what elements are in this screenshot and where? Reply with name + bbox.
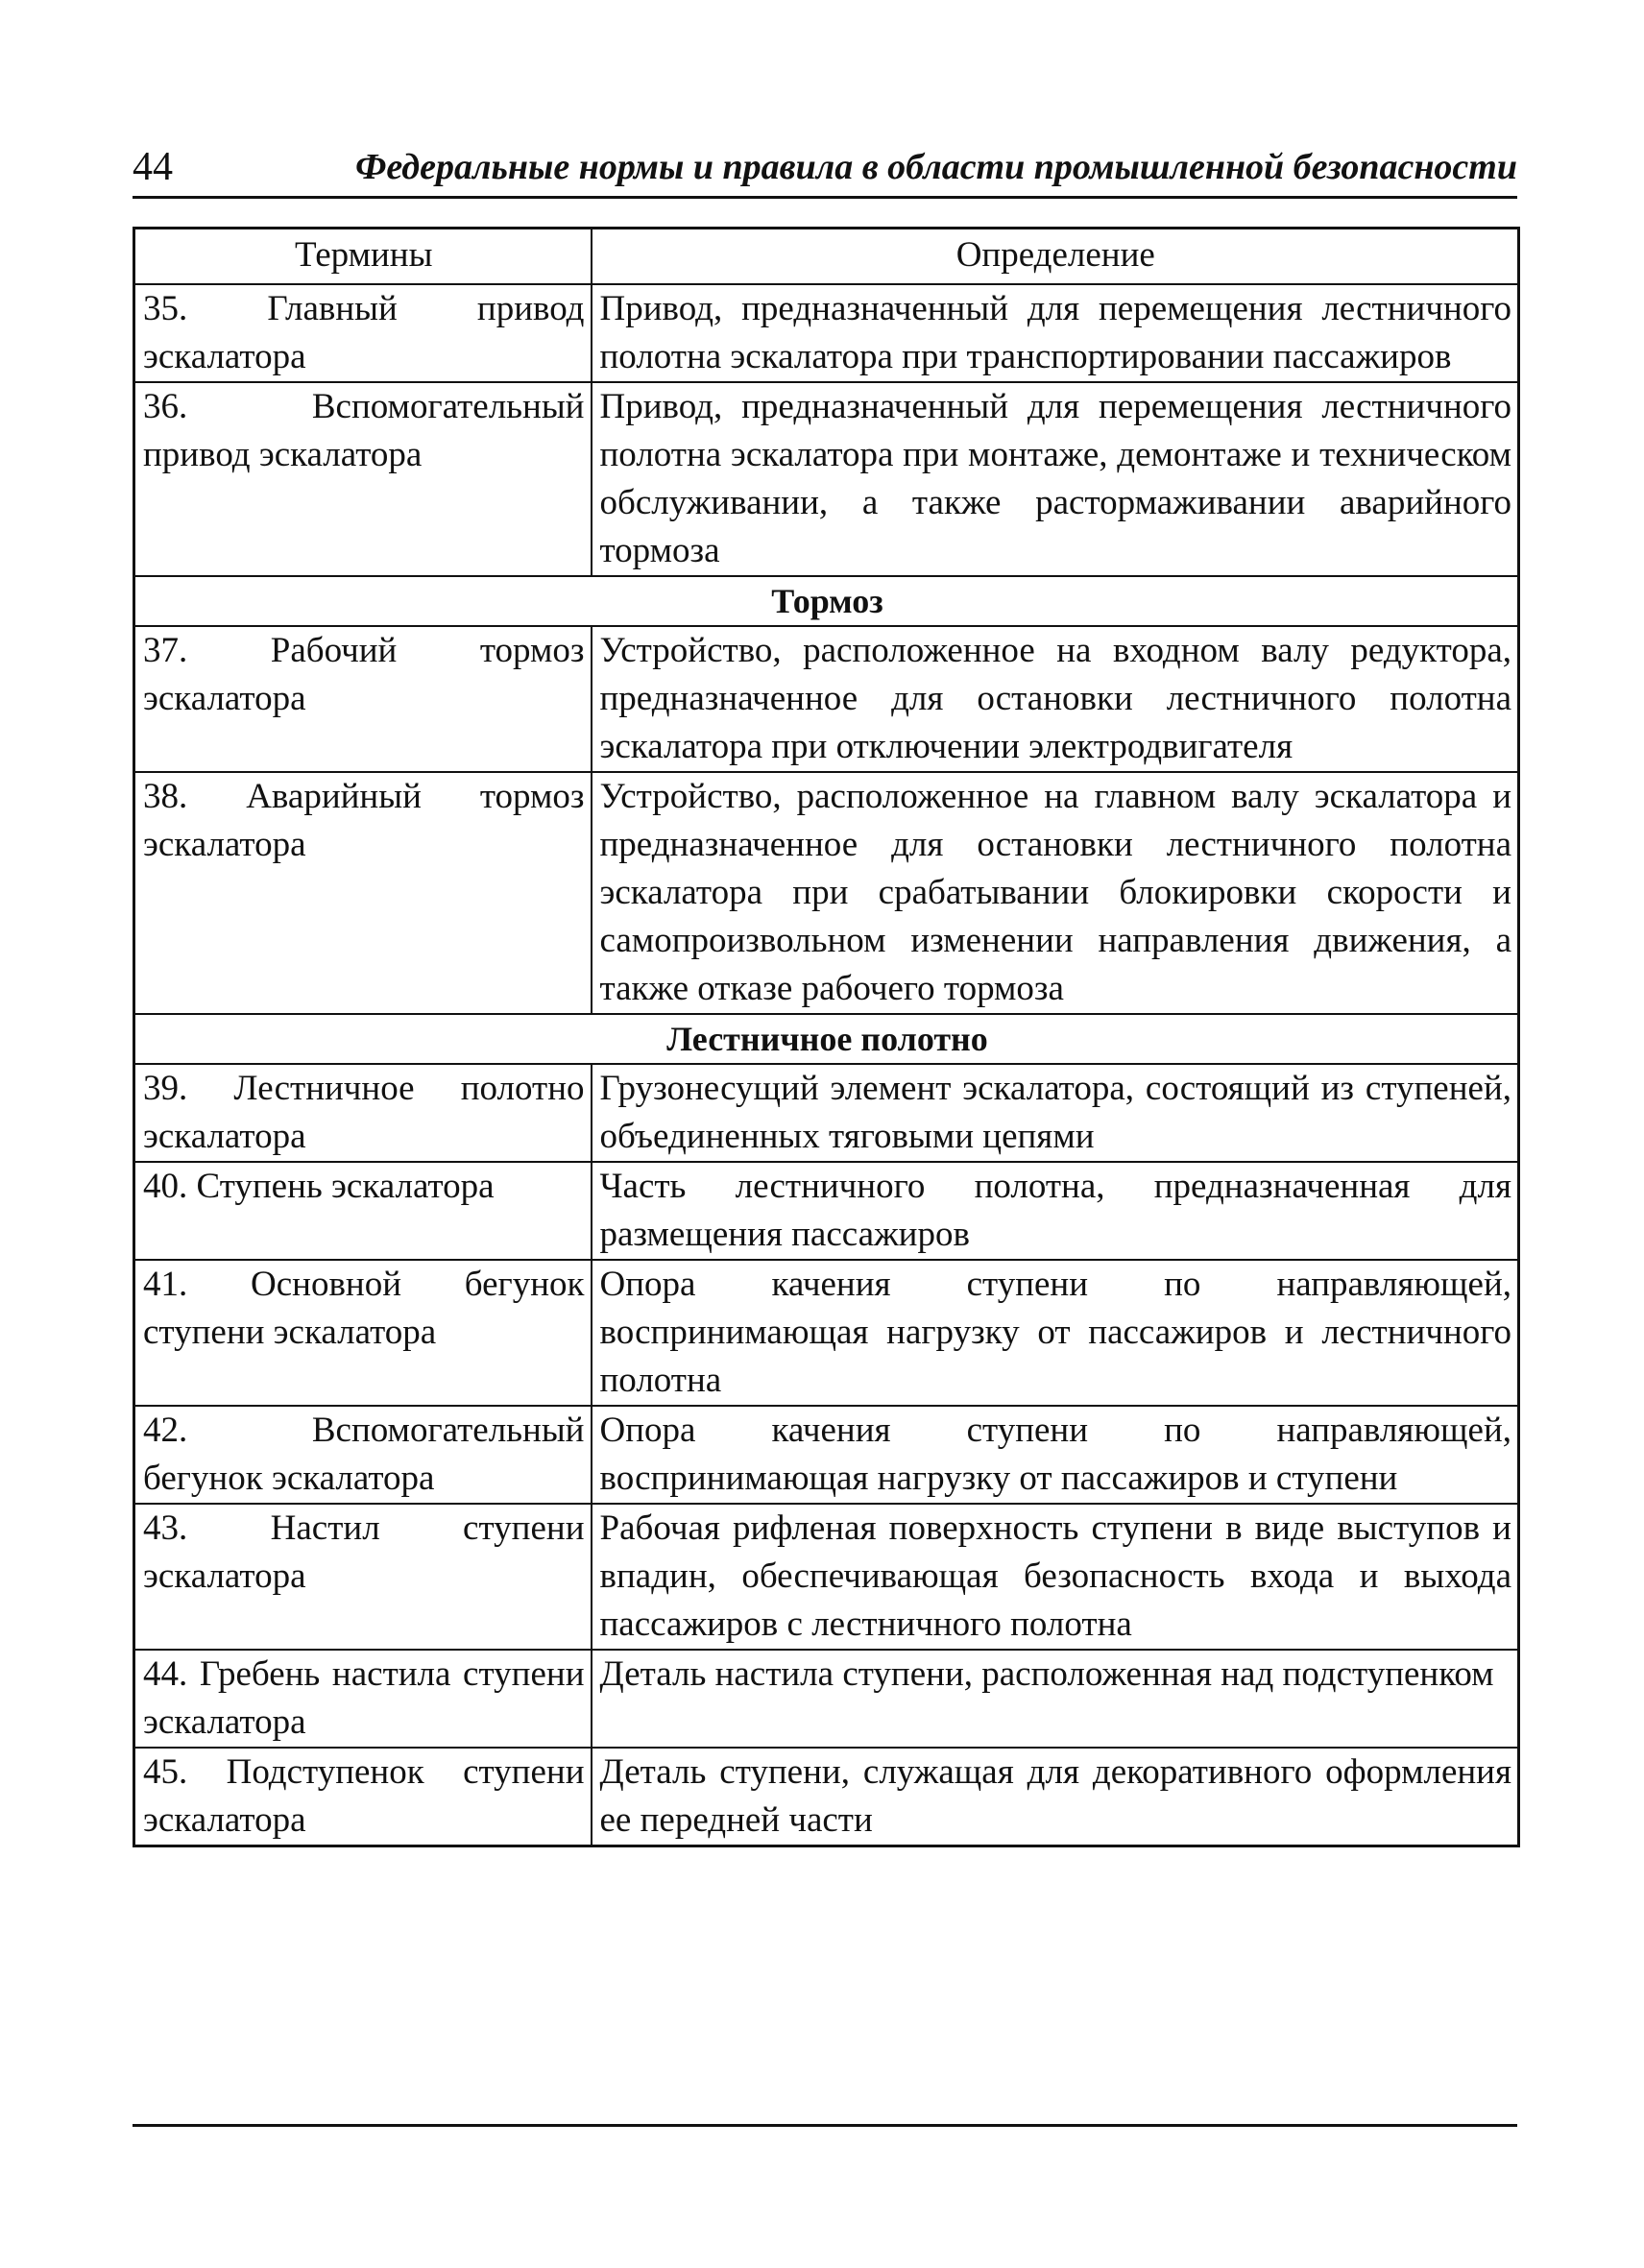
definition-cell: Устройство, расположенное на входном валу редуктора, предназначенное для остановки лестничного полотна эскалатора при отключении электродвигателя: [592, 626, 1519, 772]
table-row: [134, 284, 1519, 382]
table-row: [134, 1504, 1519, 1650]
page-number: 44: [133, 145, 173, 189]
column-header-terms: Термины: [134, 229, 592, 285]
page-header: [133, 142, 1517, 199]
table-row: [134, 1748, 1519, 1846]
term-cell: 44. Гребень настила ступени эскалатора: [134, 1650, 592, 1748]
definition-cell: Часть лестничного полотна, предназначенная для размещения пассажиров: [592, 1162, 1519, 1260]
term-cell: 40. Ступень эскалатора: [134, 1162, 592, 1260]
table-row: [134, 1650, 1519, 1748]
term-cell: 38. Аварийный тормоз эскалатора: [134, 772, 592, 1014]
term-cell: 39. Лестничное полотно эскалатора: [134, 1064, 592, 1162]
definition-cell: Рабочая рифленая поверхность ступени в виде выступов и впадин, обеспечивающая безопасность входа и выхода пассажиров с лестничного полотна: [592, 1504, 1519, 1650]
section-heading: Тормоз: [134, 576, 1519, 626]
running-title: Федеральные нормы и правила в области промышленной безопасности: [355, 147, 1517, 187]
table-row: [134, 1406, 1519, 1504]
table-row: [134, 1162, 1519, 1260]
definition-cell: Привод, предназначенный для перемещения лестничного полотна эскалатора при монтаже, демонтаже и техническом обслуживании, а также растормаживании аварийного тормоза: [592, 382, 1519, 576]
term-cell: 37. Рабочий тормоз эскалатора: [134, 626, 592, 772]
table-row: [134, 382, 1519, 576]
term-cell: 42. Вспомогательный бегунок эскалатора: [134, 1406, 592, 1504]
section-row: [134, 576, 1519, 626]
term-cell: 36. Вспомогательный привод эскалатора: [134, 382, 592, 576]
term-cell: 43. Настил ступени эскалатора: [134, 1504, 592, 1650]
definition-cell: Грузонесущий элемент эскалатора, состоящий из ступеней, объединенных тяговыми цепями: [592, 1064, 1519, 1162]
section-heading: Лестничное полотно: [134, 1014, 1519, 1064]
footer-rule: [133, 2124, 1517, 2127]
table-row: [134, 772, 1519, 1014]
term-cell: 35. Главный привод эскалатора: [134, 284, 592, 382]
table-row: [134, 626, 1519, 772]
term-cell: 45. Подступенок ступени эскалатора: [134, 1748, 592, 1846]
table-header-row: [134, 229, 1519, 285]
column-header-definition: Определение: [592, 229, 1519, 285]
definition-cell: Устройство, расположенное на главном валу эскалатора и предназначенное для остановки лестничного полотна эскалатора при срабатывании блокировки скорости и самопроизвольном изменении направления движения, а также отказе рабочего тормоза: [592, 772, 1519, 1014]
term-cell: 41. Основной бегунок ступени эскалатора: [134, 1260, 592, 1406]
definition-cell: Деталь настила ступени, расположенная над подступенком: [592, 1650, 1519, 1748]
definition-cell: Привод, предназначенный для перемещения лестничного полотна эскалатора при транспортировании пассажиров: [592, 284, 1519, 382]
terms-table: [133, 227, 1520, 1847]
definition-cell: Деталь ступени, служащая для декоративного оформления ее передней части: [592, 1748, 1519, 1846]
table-row: [134, 1064, 1519, 1162]
section-row: [134, 1014, 1519, 1064]
definition-cell: Опора качения ступени по направляющей, воспринимающая нагрузку от пассажиров и лестничного полотна: [592, 1260, 1519, 1406]
table-row: [134, 1260, 1519, 1406]
definition-cell: Опора качения ступени по направляющей, воспринимающая нагрузку от пассажиров и ступени: [592, 1406, 1519, 1504]
